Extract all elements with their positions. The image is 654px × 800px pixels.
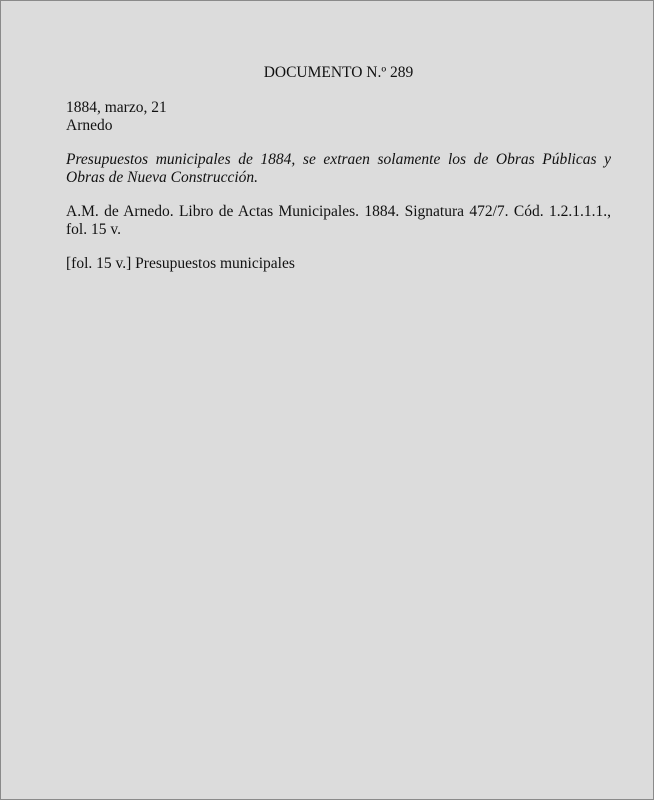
document-content <box>66 64 611 273</box>
document-title: DOCUMENTO N.º 289 <box>263 64 414 81</box>
folio-heading: [fol. 15 v.] Presupuestos municipales <box>66 255 295 272</box>
document-place: Arnedo <box>66 117 113 134</box>
archival-reference: A.M. de Arnedo. Libro de Actas Municipales. 1884. Signatura 472/7. Cód. 1.2.1.1.1., fol. 15 v. <box>66 203 611 238</box>
document-summary: Presupuestos municipales de 1884, se extraen solamente los de Obras Públicas y Obras de Nueva Construcción. <box>66 151 611 186</box>
document-date: 1884, marzo, 21 <box>66 99 167 116</box>
